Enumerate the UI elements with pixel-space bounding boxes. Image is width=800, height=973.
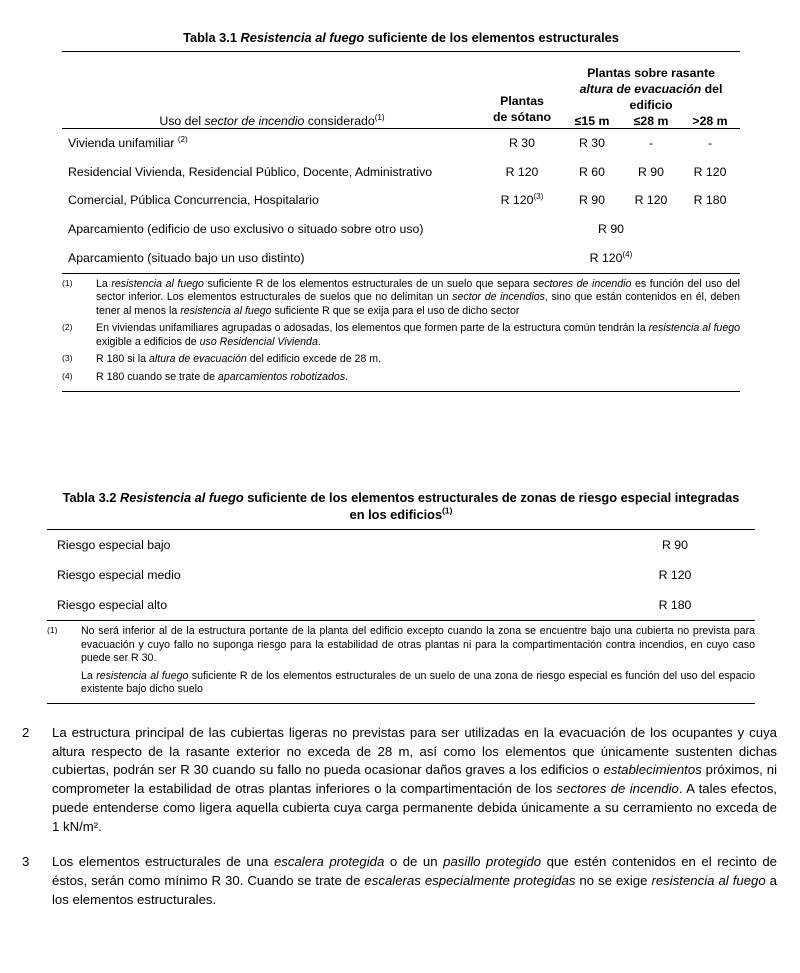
table-3-2-caption-footnote-mark: (1) [442, 505, 453, 516]
footnote-item [62, 353, 740, 371]
table-row [47, 560, 755, 590]
cell-span-value [482, 244, 740, 273]
table-3-1-caption-prefix: Tabla 3.1 [183, 30, 241, 45]
row-label: Residencial Vivienda, Residencial Público, Docente, Administrativo [68, 164, 433, 179]
cell-28m: R 90 [638, 164, 664, 179]
table-3-1-footnotes [62, 278, 740, 389]
footnote-item [62, 322, 740, 353]
cell-15m: R 30 [562, 128, 622, 157]
table-3-1-caption-suffix: suficiente de los elementos estructurales [364, 30, 619, 45]
table-3-2 [47, 529, 755, 620]
row-label: Aparcamiento (edificio de uso exclusivo o situado sobre otro uso) [68, 222, 424, 237]
header-altura-line2: edificio [629, 97, 673, 112]
header-plantas-sotano-line1: Plantas [500, 93, 544, 108]
header-uso-sector [62, 80, 482, 128]
footnote-mark: (1) [47, 625, 58, 636]
header-col-gt28m: >28 m [692, 113, 728, 128]
table-row [47, 590, 755, 620]
footnote-item [62, 371, 740, 389]
paragraph-text: Los elementos estructurales de una escalera protegida o de un pasillo protegido que estén contenidos en el recinto de éstos, serán como mínimo R 30. Cuando se trate de escaleras especialmente protegidas no se exige resistencia al fuego a los elementos estructurales. [52, 854, 778, 907]
cell-15m: R 90 [579, 193, 605, 208]
row-value: R 180 [658, 598, 692, 613]
table-3-1-caption-italic: Resistencia al fuego [240, 30, 365, 45]
table-3-2-block [47, 490, 755, 704]
paragraph-item [22, 853, 777, 909]
row-label: Riesgo especial alto [57, 598, 168, 613]
row-label: Riesgo especial bajo [47, 530, 595, 561]
table-3-2-caption-italic: Resistencia al fuego [119, 490, 244, 505]
footnote-text: No será inferior al de la estructura portante de la planta del edificio excepto cuando la zona se encuentre bajo una cubierta no prevista para evacuación y cuyo fallo no suponga riesgo para la estabilidad de otras plantas ni para la compartimentación contra incendios, en cuyo caso puede ser R 30. [81, 625, 755, 665]
table-3-1-header-row-span [62, 51, 740, 80]
footnote-mark: (2) [62, 322, 73, 333]
row-label: Aparcamiento (situado bajo un uso distinto) [62, 244, 482, 273]
footnote-item [47, 670, 755, 701]
table-3-2-caption [47, 490, 755, 523]
footnote-text: R 180 cuando se trate de aparcamientos robotizados. [96, 370, 349, 383]
footnote-mark: (4) [62, 370, 73, 381]
table-3-2-bottom-rule [47, 703, 755, 704]
cell-span-value-text: R 90 [598, 222, 624, 237]
header-uso-italic: sector de incendio [204, 113, 305, 128]
footnote-mark [47, 670, 81, 701]
row-label: Riesgo especial medio [57, 568, 181, 583]
row-label-footnote-mark: (2) [177, 134, 188, 144]
cell-gt28m: R 180 [693, 193, 727, 208]
cell-span-value [482, 215, 740, 244]
cell-sotano-text: R 30 [509, 135, 535, 150]
cell-gt28m: - [680, 128, 740, 157]
header-plantas-sobre-rasante: Plantas sobre rasante [562, 51, 740, 80]
table-row [62, 186, 740, 215]
cell-gt28m: R 120 [693, 164, 727, 179]
footnote-text: La resistencia al fuego suficiente R de los elementos estructurales de un suelo de una zona de riesgo especial es función del uso del espacio existente bajo dicho suelo [81, 669, 755, 696]
paragraph-number: 2 [22, 725, 30, 740]
paragraph-text: La estructura principal de las cubiertas ligeras no previstas para ser utilizadas en la evacuación de los ocupantes y cuya altura respecto de la rasante exterior no exceda de 28 m, así como los elementos que únicamente sustenten dichas cubiertas, podrán ser R 30 cuando su fallo no pueda ocasionar daños graves a los edificios o establecimientos próximos, ni comprometer la estabilidad de otras plantas inferiores o la compartimentación de los sectores de incendio. A tales efectos, puede entenderse como ligera aquella cubierta cuya carga permanente debida únicamente a su cerramiento no exceda de 1 kN/m². [52, 725, 777, 834]
header-uso-footnote-mark: (1) [374, 112, 385, 122]
table-3-1-bottom-rule [62, 391, 740, 392]
paragraph-number: 3 [22, 854, 30, 870]
cell-28m: - [622, 128, 680, 157]
table-row [62, 128, 740, 157]
header-altura-suffix: del [701, 81, 723, 96]
cell-sotano-text: R 120 [500, 193, 534, 208]
row-label: Comercial, Pública Concurrencia, Hospitalario [68, 193, 319, 208]
cell-sotano: R 120 [505, 164, 539, 179]
header-plantas-sotano-line2: de sótano [492, 109, 552, 124]
row-label-text: Vivienda unifamiliar [68, 135, 178, 150]
cell-span-footnote-mark: (4) [622, 249, 633, 259]
paragraph-item [22, 724, 777, 836]
footnote-mark: (3) [62, 353, 73, 364]
cell-28m: R 120 [634, 193, 668, 208]
header-altura-italic: altura de evacuación [579, 81, 702, 96]
footnote-text: R 180 si la altura de evacuación del edificio excede de 28 m. [96, 353, 382, 366]
footnote-text: La resistencia al fuego suficiente R de los elementos estructurales de un suelo que separa sectores de incendio es función del uso del sector inferior. Los elementos estructurales de suelos que no delimitan un sector de incendios, sino que están contenidos en él, deben tener al menos la resistencia al fuego suficiente R que se exija para el uso de dicho sector [96, 277, 741, 317]
table-row [47, 530, 755, 561]
cell-sotano-footnote-mark: (3) [533, 192, 544, 202]
cell-sotano [482, 128, 562, 157]
table-3-1-caption [62, 30, 740, 46]
row-value: R 90 [595, 530, 755, 561]
header-uso-prefix: Uso del [159, 113, 205, 128]
header-altura-evacuacion [562, 80, 740, 114]
header-col-15m: ≤15 m [574, 113, 610, 128]
header-uso-suffix: considerado [304, 113, 375, 128]
table-3-2-footnotes [47, 620, 755, 701]
cell-15m: R 60 [579, 164, 605, 179]
table-row [62, 244, 740, 273]
table-3-1-header-row-main [62, 80, 740, 114]
cell-span-value-text: R 120 [589, 250, 623, 265]
row-label [62, 128, 482, 157]
table-row [62, 215, 740, 244]
footnote-text: En viviendas unifamiliares agrupadas o adosadas, los elementos que formen parte de la estructura común tendrán la resistencia al fuego exigible a edificios de uso Residencial Vivienda. [96, 322, 741, 348]
table-row [62, 158, 740, 187]
table-3-1 [62, 51, 740, 274]
cell-sotano [482, 186, 562, 215]
table-3-2-caption-prefix: Tabla 3.2 [62, 490, 120, 505]
header-col-28m: ≤28 m [633, 113, 669, 128]
header-plantas-sotano [482, 80, 562, 128]
row-value: R 120 [658, 568, 692, 583]
footnote-item [47, 621, 755, 670]
numbered-paragraphs [22, 724, 777, 927]
table-3-1-block [62, 30, 740, 392]
table-3-2-caption-suffix: suficiente de los elementos estructurales de zonas de riesgo especial integradas en los edificios [243, 490, 740, 522]
footnote-item [62, 278, 740, 323]
footnote-mark: (1) [62, 277, 73, 288]
